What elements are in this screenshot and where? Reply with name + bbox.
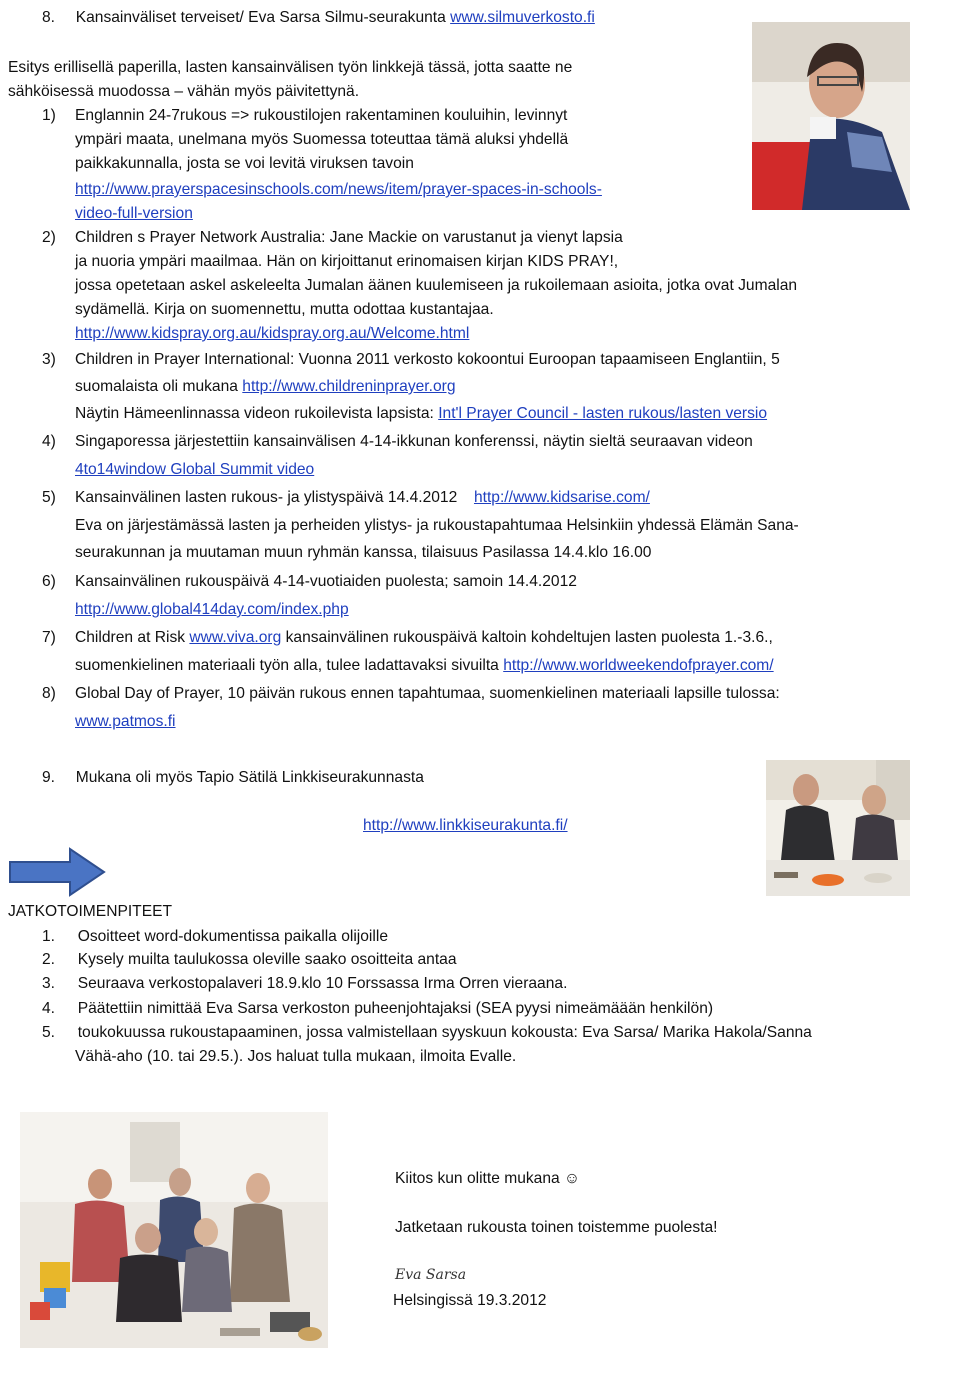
followup-number: 5.	[42, 1024, 56, 1041]
followup-number: 4.	[42, 1000, 56, 1017]
continue-prayer-text: Jatketaan rukousta toinen toistemme puolesta!	[395, 1219, 718, 1236]
followup-number: 2.	[42, 951, 56, 968]
signature: Eva Sarsa	[395, 1267, 467, 1283]
meeting-photo-image	[766, 760, 910, 896]
section-title: Kansainväliset terveiset/ Eva Sarsa Silmu-seurakunta	[75, 9, 446, 26]
prayer-council-video-link[interactable]: Int'l Prayer Council - lasten rukous/lasten versio	[438, 405, 768, 422]
meeting-photo	[766, 760, 910, 896]
section-number: 8.	[42, 9, 56, 26]
item-6-line-1: Kansainvälinen rukouspäivä 4-14-vuotiaiden puolesta; samoin 14.4.2012	[75, 573, 577, 590]
item-8-line-1: Global Day of Prayer, 10 päivän rukous ennen tapahtumaa, suomenkielinen materiaali lapsille tulossa:	[75, 685, 780, 702]
followup-item-4	[42, 999, 713, 1019]
linkkiseurakunta-link[interactable]: http://www.linkkiseurakunta.fi/	[363, 817, 568, 834]
followup-heading: JATKOTOIMENPITEET	[8, 903, 173, 920]
item-7-marker: 7)	[42, 629, 56, 646]
item-3-line-1: Children in Prayer International: Vuonna 2011 verkosto kokoontui Euroopan tapaamiseen Englantiin, 5	[75, 351, 780, 368]
group-photo	[20, 1112, 328, 1348]
item-5-line-1	[75, 488, 650, 508]
viva-link[interactable]: www.viva.org	[189, 629, 282, 646]
global414day-link[interactable]: http://www.global414day.com/index.php	[75, 601, 349, 618]
item-2-line-3: jossa opetetaan askel askeleelta Jumalan äänen kuulemiseen ja rukoilemaan asioita, jotka ovat Jumalan	[75, 277, 798, 294]
item-7-line-1	[75, 628, 773, 648]
followup-text: Seuraava verkostopalaveri 18.9.klo 10 Forssassa Irma Orren vieraana.	[77, 975, 568, 992]
item-3-text: suomalaista oli mukana	[75, 378, 238, 395]
item-5-marker: 5)	[42, 489, 56, 506]
item-2-marker: 2)	[42, 229, 56, 246]
item-7-post: kansainvälinen rukouspäivä kaltoin kohdeltujen lasten puolesta 1.-3.6.,	[285, 629, 773, 646]
place-date: Helsingissä 19.3.2012	[393, 1292, 547, 1309]
item-2-line-1: Children s Prayer Network Australia: Jane Mackie on varustanut ja vienyt lapsia	[75, 229, 623, 246]
prayerspaces-link-line-1[interactable]: http://www.prayerspacesinschools.com/news/item/prayer-spaces-in-schools-	[75, 181, 602, 198]
item-3-video-text: Näytin Hämeenlinnassa videon rukoilevista lapsista:	[75, 405, 434, 422]
item-7-line-2	[75, 656, 774, 676]
item-4-marker: 4)	[42, 433, 56, 450]
item-5-text: Kansainvälinen lasten rukous- ja ylistyspäivä 14.4.2012	[75, 489, 458, 506]
group-photo-image	[20, 1112, 328, 1348]
followup-item-5-continued: Vähä-aho (10. tai 29.5.). Jos haluat tulla mukaan, ilmoita Evalle.	[75, 1048, 517, 1065]
item-7-pre: Children at Risk	[75, 629, 186, 646]
arrow-right-icon	[8, 846, 108, 898]
worldweekendofprayer-link[interactable]: http://www.worldweekendofprayer.com/	[503, 657, 774, 674]
item-5-line-2: Eva on järjestämässä lasten ja perheiden ylistys- ja rukoustapahtumaa Helsinkiin yhdessä Elämän Sana-	[75, 517, 799, 534]
item-3-line-3	[75, 404, 767, 424]
followup-text: Osoitteet word-dokumentissa paikalla olijoille	[77, 928, 388, 945]
section-9-title: Mukana oli myös Tapio Sätilä Linkkiseurakunnasta	[75, 769, 424, 786]
section-9-number: 9.	[42, 769, 56, 786]
item-5-line-3: seurakunnan ja muutaman muun ryhmän kanssa, tilaisuus Pasilassa 14.4.klo 16.00	[75, 544, 652, 561]
4to14window-video-link[interactable]: 4to14window Global Summit video	[75, 461, 315, 478]
patmos-link[interactable]: www.patmos.fi	[75, 713, 176, 730]
item-3-marker: 3)	[42, 351, 56, 368]
speaker-photo	[752, 22, 910, 210]
childreninprayer-link[interactable]: http://www.childreninprayer.org	[242, 378, 456, 395]
speaker-photo-image	[752, 22, 910, 210]
intro-line-2: sähköisessä muodossa – vähän myös päivitettynä.	[8, 83, 360, 100]
item-1-line-1: Englannin 24-7rukous => rukoustilojen rakentaminen kouluihin, levinnyt	[75, 107, 568, 124]
item-1-line-2: ympäri maata, unelmana myös Suomessa toteuttaa tämä aluksi yhdellä	[75, 131, 569, 148]
item-6-marker: 6)	[42, 573, 56, 590]
item-3-line-2	[75, 377, 456, 397]
item-2-line-4: sydämellä. Kirja on suomennettu, mutta odottaa kustantajaa.	[75, 301, 494, 318]
followup-text: toukokuussa rukoustapaaminen, jossa valmistellaan syyskuun kokousta: Eva Sarsa/ Marika Hakola/Sanna	[77, 1024, 812, 1041]
section-8-heading	[42, 8, 595, 28]
followup-item-5	[42, 1023, 812, 1043]
followup-number: 1.	[42, 928, 56, 945]
item-1-line-3: paikkakunnalla, josta se voi levitä viruksen tavoin	[75, 155, 414, 172]
item-1-marker: 1)	[42, 107, 56, 124]
followup-item-1	[42, 927, 388, 947]
item-4-line-1: Singaporessa järjestettiin kansainvälisen 4-14-ikkunan konferenssi, näytin sieltä seuraavan videon	[75, 433, 753, 450]
silmuverkosto-link[interactable]: www.silmuverkosto.fi	[450, 9, 595, 26]
item-7-text: suomenkielinen materiaali työn alla, tulee ladattavaksi sivuilta	[75, 657, 499, 674]
prayerspaces-link-line-2[interactable]: video-full-version	[75, 205, 193, 222]
kidsarise-link[interactable]: http://www.kidsarise.com/	[473, 489, 650, 506]
section-9-heading	[42, 768, 424, 788]
followup-text: Päätettiin nimittää Eva Sarsa verkoston puheenjohtajaksi (SEA pyysi nimeämäään henkilön)	[77, 1000, 714, 1017]
followup-item-2	[42, 950, 457, 970]
kidspray-link[interactable]: http://www.kidspray.org.au/kidspray.org.au/Welcome.html	[75, 325, 470, 342]
thanks-text: Kiitos kun olitte mukana ☺	[395, 1170, 580, 1187]
followup-number: 3.	[42, 975, 56, 992]
item-2-line-2: ja nuoria ympäri maailmaa. Hän on kirjoittanut erinomaisen kirjan KIDS PRAY!,	[75, 253, 619, 270]
followup-text: Kysely muilta taulukossa oleville saako osoitteita antaa	[77, 951, 457, 968]
followup-item-3	[42, 974, 567, 994]
item-8-marker: 8)	[42, 685, 56, 702]
intro-line-1: Esitys erillisellä paperilla, lasten kansainvälisen työn linkkejä tässä, jotta saatte ne	[8, 59, 573, 76]
